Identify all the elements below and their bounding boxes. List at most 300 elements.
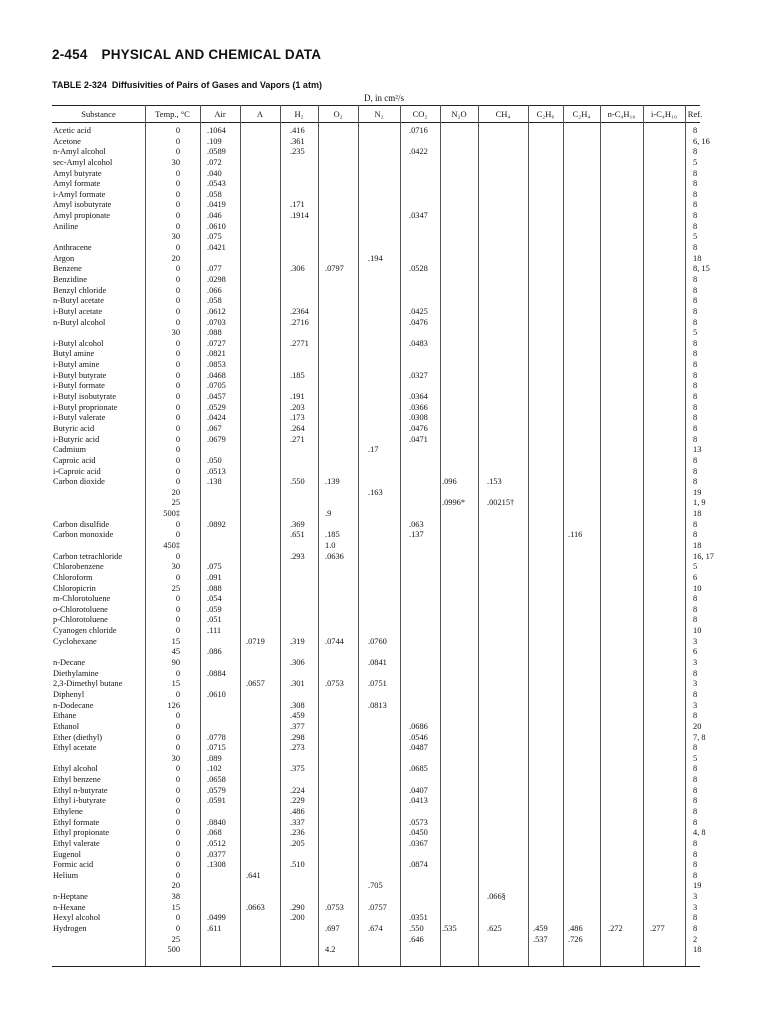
air-cell: .0513 bbox=[207, 466, 226, 476]
temperature-cell: 0 bbox=[175, 423, 180, 433]
substance-cell: Amyl propionate bbox=[53, 211, 110, 221]
ref-cell: 8 bbox=[693, 743, 698, 753]
substance-cell: Carbon dioxide bbox=[53, 477, 105, 487]
co2-cell: .550 bbox=[409, 924, 424, 934]
air-cell: .0579 bbox=[207, 785, 226, 795]
co2-cell: .0546 bbox=[409, 732, 428, 742]
table-row bbox=[0, 126, 768, 137]
units-note: D, in cm²/s bbox=[364, 93, 404, 103]
co2-cell: .0407 bbox=[409, 785, 428, 795]
substance-cell: m-Chlorotoluene bbox=[53, 594, 111, 604]
table-row bbox=[0, 467, 768, 478]
substance-cell: i-Butyl isobutyrate bbox=[53, 392, 117, 402]
n2-cell: .194 bbox=[368, 253, 383, 263]
substance-cell: Caproic acid bbox=[53, 455, 96, 465]
ref-cell: 8 bbox=[693, 285, 698, 295]
co2-cell: .0413 bbox=[409, 796, 428, 806]
c2h4-cell: .116 bbox=[568, 530, 583, 540]
o2-cell: 4.2 bbox=[325, 945, 336, 955]
ref-cell: 18 bbox=[693, 540, 702, 550]
ch4-cell: .066§ bbox=[487, 892, 506, 902]
table-row bbox=[0, 243, 768, 254]
h2-cell: .171 bbox=[290, 200, 305, 210]
temperature-cell: 0 bbox=[175, 530, 180, 540]
temperature-cell: 0 bbox=[175, 360, 180, 370]
substance-cell: Acetone bbox=[53, 136, 81, 146]
table-row bbox=[0, 690, 768, 701]
substance-cell: Diethylamine bbox=[53, 668, 99, 678]
h2-cell: .236 bbox=[290, 828, 305, 838]
air-cell: .0884 bbox=[207, 668, 226, 678]
ref-cell: 8 bbox=[693, 785, 698, 795]
substance-cell: Aniline bbox=[53, 221, 79, 231]
table-row bbox=[0, 147, 768, 158]
substance-cell: Hexyl alcohol bbox=[53, 913, 101, 923]
temperature-cell: 30 bbox=[171, 753, 180, 763]
h2-cell: .293 bbox=[290, 551, 305, 561]
ref-cell: 8 bbox=[693, 221, 698, 231]
n2-cell: .0813 bbox=[368, 700, 387, 710]
air-cell: .059 bbox=[207, 604, 222, 614]
substance-cell: Butyl amine bbox=[53, 349, 95, 359]
air-cell: .0543 bbox=[207, 179, 226, 189]
substance-cell: Cadmium bbox=[53, 445, 87, 455]
ref-cell: 6 bbox=[693, 647, 698, 657]
air-cell: .611 bbox=[207, 924, 222, 934]
table-row bbox=[0, 775, 768, 786]
temperature-cell: 0 bbox=[175, 477, 180, 487]
air-cell: .0421 bbox=[207, 243, 226, 253]
ref-cell: 5 bbox=[693, 328, 698, 338]
table-row bbox=[0, 530, 768, 541]
section-title: PHYSICAL AND CHEMICAL DATA bbox=[101, 47, 322, 62]
ref-cell: 6 bbox=[693, 572, 698, 582]
table-row bbox=[0, 435, 768, 446]
air-cell: .0512 bbox=[207, 838, 226, 848]
substance-cell: Diphenyl bbox=[53, 689, 85, 699]
n2-cell: .17 bbox=[368, 445, 379, 455]
temperature-cell: 45 bbox=[171, 647, 180, 657]
temperature-cell: 0 bbox=[175, 796, 180, 806]
air-cell: .077 bbox=[207, 264, 222, 274]
ref-cell: 18 bbox=[693, 253, 702, 263]
ref-cell: 18 bbox=[693, 945, 702, 955]
table-row bbox=[0, 796, 768, 807]
air-cell: .068 bbox=[207, 828, 222, 838]
table-row bbox=[0, 392, 768, 403]
table-row bbox=[0, 839, 768, 850]
o2-cell: .139 bbox=[325, 477, 340, 487]
substance-cell: i-Butyl valerate bbox=[53, 413, 106, 423]
air-cell: .089 bbox=[207, 753, 222, 763]
n2o-cell: .096 bbox=[442, 477, 457, 487]
temperature-cell: 0 bbox=[175, 381, 180, 391]
h2-cell: .264 bbox=[290, 423, 305, 433]
substance-cell: Ethylene bbox=[53, 807, 83, 816]
substance-cell: Eugenol bbox=[53, 849, 81, 859]
ref-cell: 10 bbox=[693, 626, 702, 636]
co2-cell: .0364 bbox=[409, 392, 428, 402]
co2-cell: .0347 bbox=[409, 211, 428, 221]
substance-cell: i-Butyl formate bbox=[53, 381, 105, 391]
air-cell: .0821 bbox=[207, 349, 226, 359]
ref-cell: 6, 16 bbox=[693, 136, 710, 146]
ref-cell: 7, 8 bbox=[693, 732, 706, 742]
h2-cell: .224 bbox=[290, 785, 305, 795]
ref-cell: 8 bbox=[693, 402, 698, 412]
column-header: CO₂ bbox=[412, 109, 428, 119]
table-row bbox=[0, 381, 768, 392]
table-row bbox=[0, 754, 768, 765]
temperature-cell: 0 bbox=[175, 668, 180, 678]
ref-cell: 8 bbox=[693, 168, 698, 178]
column-header: H₂ bbox=[294, 109, 304, 119]
h2-cell: .306 bbox=[290, 264, 305, 274]
temperature-cell: 0 bbox=[175, 434, 180, 444]
temperature-cell: 0 bbox=[175, 338, 180, 348]
table-row bbox=[0, 169, 768, 180]
ref-cell: 8 bbox=[693, 147, 698, 157]
air-cell: .138 bbox=[207, 477, 222, 487]
substance-cell: i-Butyl butyrate bbox=[53, 370, 107, 380]
table-row bbox=[0, 860, 768, 871]
ref-cell: 8 bbox=[693, 466, 698, 476]
substance-cell: Anthracene bbox=[53, 243, 92, 253]
ref-cell: 20 bbox=[693, 721, 702, 731]
air-cell: .0419 bbox=[207, 200, 226, 210]
header-rule bbox=[52, 122, 700, 123]
substance-cell: Formic acid bbox=[53, 860, 94, 870]
substance-cell: n-Butyl alcohol bbox=[53, 317, 106, 327]
ref-cell: 4, 8 bbox=[693, 828, 706, 838]
substance-cell: i-Amyl formate bbox=[53, 189, 106, 199]
table-row bbox=[0, 232, 768, 243]
argon-cell: .641 bbox=[246, 870, 261, 880]
column-header: Substance bbox=[81, 109, 116, 119]
air-cell: .0703 bbox=[207, 317, 226, 327]
table-label: TABLE 2-324 bbox=[52, 80, 107, 90]
air-cell: .0424 bbox=[207, 413, 226, 423]
ref-cell: 8 bbox=[693, 317, 698, 327]
o2-cell: 1.0 bbox=[325, 540, 336, 550]
substance-cell: Ether (diethyl) bbox=[53, 732, 103, 742]
column-header: N₂O bbox=[451, 109, 467, 119]
substance-cell: Carbon monoxide bbox=[53, 530, 114, 540]
air-cell: .0610 bbox=[207, 221, 226, 231]
ref-cell: 8 bbox=[693, 775, 698, 785]
h2-cell: .271 bbox=[290, 434, 305, 444]
temperature-cell: 126 bbox=[167, 700, 180, 710]
temperature-cell: 0 bbox=[175, 913, 180, 923]
temperature-cell: 0 bbox=[175, 402, 180, 412]
substance-cell: Butyric acid bbox=[53, 423, 95, 433]
o2-cell: .9 bbox=[325, 509, 332, 519]
h2-cell: .290 bbox=[290, 902, 305, 912]
h2-cell: .337 bbox=[290, 817, 305, 827]
table-row bbox=[0, 349, 768, 360]
table-row bbox=[0, 179, 768, 190]
table-row bbox=[0, 626, 768, 637]
table-row bbox=[0, 584, 768, 595]
ref-cell: 8 bbox=[693, 870, 698, 880]
temperature-cell: 0 bbox=[175, 785, 180, 795]
o2-cell: .0753 bbox=[325, 902, 344, 912]
h2-cell: .205 bbox=[290, 838, 305, 848]
air-cell: .058 bbox=[207, 189, 222, 199]
table-row bbox=[0, 573, 768, 584]
ref-cell: 8 bbox=[693, 594, 698, 604]
h2-cell: .173 bbox=[290, 413, 305, 423]
co2-cell: .0367 bbox=[409, 838, 428, 848]
temperature-cell: 0 bbox=[175, 296, 180, 306]
air-cell: .0468 bbox=[207, 370, 226, 380]
table-row bbox=[0, 339, 768, 350]
table-row bbox=[0, 903, 768, 914]
ref-cell: 8 bbox=[693, 423, 698, 433]
h2-cell: .235 bbox=[290, 147, 305, 157]
substance-cell: i-Butyl proprionate bbox=[53, 402, 118, 412]
air-cell: .067 bbox=[207, 423, 222, 433]
n2-cell: .0841 bbox=[368, 658, 387, 668]
substance-cell: n-Dodecane bbox=[53, 700, 94, 710]
air-cell: .0529 bbox=[207, 402, 226, 412]
table-row bbox=[0, 828, 768, 839]
table-row bbox=[0, 881, 768, 892]
table-row bbox=[0, 477, 768, 488]
ref-cell: 8 bbox=[693, 413, 698, 423]
table-row bbox=[0, 222, 768, 233]
co2-cell: .0476 bbox=[409, 317, 428, 327]
table-row bbox=[0, 743, 768, 754]
ref-cell: 8, 15 bbox=[693, 264, 710, 274]
substance-cell: Benzene bbox=[53, 264, 82, 274]
table-row bbox=[0, 254, 768, 265]
h2-cell: .301 bbox=[290, 679, 305, 689]
h2-cell: .651 bbox=[290, 530, 305, 540]
table-row bbox=[0, 190, 768, 201]
air-cell: .075 bbox=[207, 562, 222, 572]
table-row bbox=[0, 562, 768, 573]
temperature-cell: 0 bbox=[175, 615, 180, 625]
n2-cell: .0751 bbox=[368, 679, 387, 689]
co2-cell: .0483 bbox=[409, 338, 428, 348]
c2h6-cell: .537 bbox=[533, 934, 548, 944]
substance-cell: p-Chlorotoluene bbox=[53, 615, 108, 625]
table-row bbox=[0, 679, 768, 690]
table-row bbox=[0, 456, 768, 467]
temperature-cell: 0 bbox=[175, 349, 180, 359]
table-row bbox=[0, 403, 768, 414]
temperature-cell: 0 bbox=[175, 721, 180, 731]
table-row bbox=[0, 786, 768, 797]
column-header: A bbox=[256, 109, 264, 119]
temperature-cell: 0 bbox=[175, 445, 180, 455]
table-row bbox=[0, 318, 768, 329]
table-row bbox=[0, 807, 768, 818]
h2-cell: .416 bbox=[290, 126, 305, 135]
h2-cell: .2716 bbox=[290, 317, 309, 327]
h2-cell: .298 bbox=[290, 732, 305, 742]
substance-cell: sec-Amyl alcohol bbox=[53, 157, 113, 167]
temperature-cell: 0 bbox=[175, 306, 180, 316]
table-row bbox=[0, 541, 768, 552]
n-c4h10-cell: .272 bbox=[608, 924, 623, 934]
ref-cell: 8 bbox=[693, 711, 698, 721]
temperature-cell: 0 bbox=[175, 136, 180, 146]
co2-cell: .0471 bbox=[409, 434, 428, 444]
air-cell: .0457 bbox=[207, 392, 226, 402]
table-row bbox=[0, 371, 768, 382]
h2-cell: .550 bbox=[290, 477, 305, 487]
ref-cell: 8 bbox=[693, 604, 698, 614]
ref-cell: 8 bbox=[693, 189, 698, 199]
h2-cell: .2364 bbox=[290, 306, 309, 316]
air-cell: .088 bbox=[207, 583, 222, 593]
co2-cell: .646 bbox=[409, 934, 424, 944]
air-cell: .0892 bbox=[207, 519, 226, 529]
air-cell: .1064 bbox=[207, 126, 226, 135]
air-cell: .0727 bbox=[207, 338, 226, 348]
ref-cell: 19 bbox=[693, 487, 702, 497]
co2-cell: .0874 bbox=[409, 860, 428, 870]
air-cell: .1308 bbox=[207, 860, 226, 870]
ref-cell: 8 bbox=[693, 689, 698, 699]
air-cell: .0591 bbox=[207, 796, 226, 806]
ref-cell: 5 bbox=[693, 753, 698, 763]
substance-cell: Ethyl i-butyrate bbox=[53, 796, 106, 806]
ref-cell: 8 bbox=[693, 519, 698, 529]
temperature-cell: 0 bbox=[175, 179, 180, 189]
air-cell: .102 bbox=[207, 764, 222, 774]
substance-cell: n-Heptane bbox=[53, 892, 88, 902]
o2-cell: .697 bbox=[325, 924, 340, 934]
temperature-cell: 0 bbox=[175, 860, 180, 870]
ref-cell: 8 bbox=[693, 243, 698, 253]
h2-cell: .375 bbox=[290, 764, 305, 774]
co2-cell: .0308 bbox=[409, 413, 428, 423]
temperature-cell: 0 bbox=[175, 807, 180, 816]
air-cell: .058 bbox=[207, 296, 222, 306]
ref-cell: 8 bbox=[693, 764, 698, 774]
temperature-cell: 500 bbox=[167, 945, 180, 955]
co2-cell: .0351 bbox=[409, 913, 428, 923]
table-row bbox=[0, 264, 768, 275]
table-row bbox=[0, 424, 768, 435]
column-header: i-C₄H₁₀ bbox=[651, 109, 677, 119]
temperature-cell: 0 bbox=[175, 604, 180, 614]
ref-cell: 3 bbox=[693, 700, 698, 710]
ref-cell: 8 bbox=[693, 796, 698, 806]
table-row bbox=[0, 711, 768, 722]
ref-cell: 8 bbox=[693, 477, 698, 487]
table-row bbox=[0, 945, 768, 956]
substance-cell: o-Chlorotoluene bbox=[53, 604, 108, 614]
ref-cell: 8 bbox=[693, 913, 698, 923]
ref-cell: 8 bbox=[693, 381, 698, 391]
h2-cell: .377 bbox=[290, 721, 305, 731]
air-cell: .066 bbox=[207, 285, 222, 295]
table-row bbox=[0, 509, 768, 520]
page-header bbox=[52, 47, 321, 62]
temperature-cell: 0 bbox=[175, 211, 180, 221]
table-row bbox=[0, 211, 768, 222]
temperature-cell: 0 bbox=[175, 221, 180, 231]
co2-cell: .0528 bbox=[409, 264, 428, 274]
air-cell: .0610 bbox=[207, 689, 226, 699]
ref-cell: 5 bbox=[693, 157, 698, 167]
air-cell: .111 bbox=[207, 626, 222, 636]
ref-cell: 8 bbox=[693, 924, 698, 934]
ch4-cell: .625 bbox=[487, 924, 502, 934]
air-cell: .0589 bbox=[207, 147, 226, 157]
table-row bbox=[0, 637, 768, 648]
air-cell: .050 bbox=[207, 455, 222, 465]
air-cell: .046 bbox=[207, 211, 222, 221]
temperature-cell: 0 bbox=[175, 264, 180, 274]
table-row bbox=[0, 733, 768, 744]
argon-cell: .0719 bbox=[246, 636, 265, 646]
h2-cell: .200 bbox=[290, 913, 305, 923]
co2-cell: .0450 bbox=[409, 828, 428, 838]
air-cell: .088 bbox=[207, 328, 222, 338]
table-row bbox=[0, 498, 768, 509]
c2h6-cell: .459 bbox=[533, 924, 548, 934]
temperature-cell: 0 bbox=[175, 626, 180, 636]
o2-cell: .0636 bbox=[325, 551, 344, 561]
temperature-cell: 0 bbox=[175, 594, 180, 604]
h2-cell: .185 bbox=[290, 370, 305, 380]
temperature-cell: 0 bbox=[175, 519, 180, 529]
temperature-cell: 0 bbox=[175, 732, 180, 742]
column-header: C₂H₆ bbox=[536, 109, 555, 119]
argon-cell: .0657 bbox=[246, 679, 265, 689]
column-header: C₂H₄ bbox=[572, 109, 591, 119]
table-row bbox=[0, 328, 768, 339]
table-row bbox=[0, 935, 768, 946]
air-cell: .054 bbox=[207, 594, 222, 604]
substance-cell: Carbon disulfide bbox=[53, 519, 110, 529]
ref-cell: 8 bbox=[693, 370, 698, 380]
temperature-cell: 20 bbox=[171, 253, 180, 263]
ref-cell: 5 bbox=[693, 562, 698, 572]
substance-cell: i-Caproic acid bbox=[53, 466, 101, 476]
temperature-cell: 0 bbox=[175, 126, 180, 135]
top-rule bbox=[52, 105, 700, 106]
table-row bbox=[0, 360, 768, 371]
temperature-cell: 0 bbox=[175, 849, 180, 859]
temperature-cell: 0 bbox=[175, 392, 180, 402]
temperature-cell: 0 bbox=[175, 743, 180, 753]
column-header: Ref. bbox=[687, 109, 703, 119]
co2-cell: .0686 bbox=[409, 721, 428, 731]
o2-cell: .0797 bbox=[325, 264, 344, 274]
substance-cell: Cyanogen chloride bbox=[53, 626, 117, 636]
ref-cell: 8 bbox=[693, 860, 698, 870]
n2-cell: .0760 bbox=[368, 636, 387, 646]
temperature-cell: 0 bbox=[175, 817, 180, 827]
ref-cell: 10 bbox=[693, 583, 702, 593]
table-title bbox=[52, 80, 322, 90]
substance-cell: Ethyl benzene bbox=[53, 775, 101, 785]
substance-cell: n-Decane bbox=[53, 658, 86, 668]
h2-cell: .273 bbox=[290, 743, 305, 753]
c2h4-cell: .726 bbox=[568, 934, 583, 944]
ref-cell: 8 bbox=[693, 296, 698, 306]
air-cell: .0853 bbox=[207, 360, 226, 370]
table-caption: Diffusivities of Pairs of Gases and Vapors (1 atm) bbox=[111, 80, 322, 90]
temperature-cell: 25 bbox=[171, 583, 180, 593]
temperature-cell: 30 bbox=[171, 562, 180, 572]
